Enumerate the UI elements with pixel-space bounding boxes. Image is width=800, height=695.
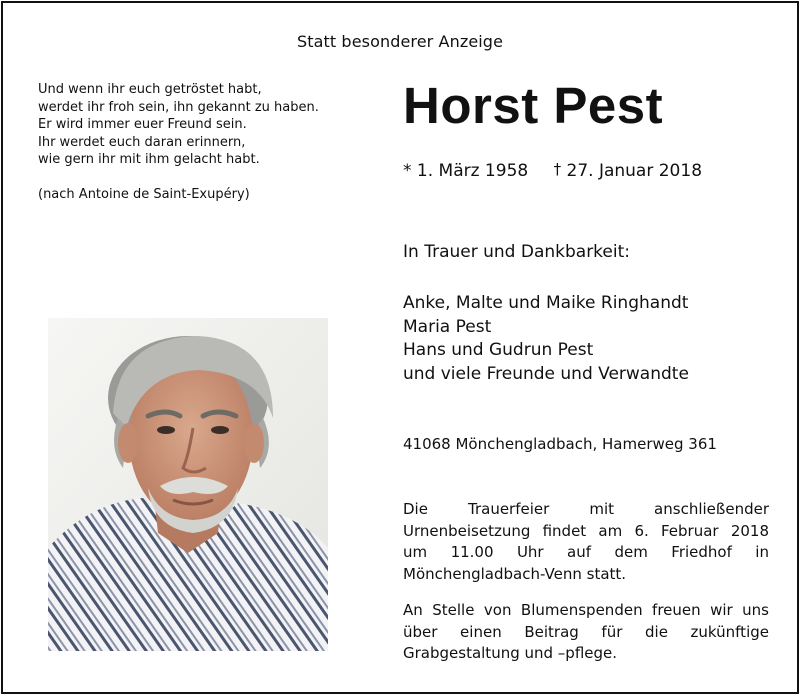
service-info bbox=[403, 499, 769, 585]
poem-source: (nach Antoine de Saint-Exupéry) bbox=[38, 187, 250, 202]
flowers-line: An Stelle von Blumenspenden freuen wir uns bbox=[403, 601, 769, 619]
mourning-line: In Trauer und Dankbarkeit: bbox=[403, 242, 630, 262]
poem-line: Er wird immer euer Freund sein. bbox=[38, 117, 247, 132]
birth-symbol: * bbox=[403, 161, 412, 181]
poem bbox=[38, 81, 368, 169]
poem-line: Ihr werdet euch daran erinnern, bbox=[38, 134, 246, 150]
family-member: Maria Pest bbox=[403, 316, 492, 337]
service-line: Urnenbeisetzung findet am 6. Februar 2018 bbox=[403, 521, 769, 540]
notice-header: Statt besonderer Anzeige bbox=[296, 32, 504, 51]
service-line: um 11.00 Uhr auf dem Friedhof in bbox=[403, 543, 769, 561]
portrait-illustration bbox=[48, 318, 328, 651]
life-dates bbox=[403, 160, 702, 181]
address: 41068 Mönchengladbach, Hamerweg 361 bbox=[403, 435, 717, 453]
family-member: und viele Freunde und Verwandte bbox=[403, 363, 689, 384]
birth-date: 1. März 1958 bbox=[416, 161, 529, 181]
poem-line: Und wenn ihr euch getröstet habt, bbox=[38, 82, 262, 97]
portrait-photo bbox=[48, 318, 328, 651]
family-member: Anke, Malte und Maike Ringhandt bbox=[403, 293, 689, 313]
service-line: Mönchengladbach-Venn statt. bbox=[403, 564, 627, 583]
deceased-name: Horst Pest bbox=[403, 77, 664, 134]
death-date: 27. Januar 2018 bbox=[566, 161, 703, 181]
family-member: Hans und Gudrun Pest bbox=[403, 340, 594, 360]
service-line: Die Trauerfeier mit anschließender bbox=[403, 500, 769, 518]
poem-line: wie gern ihr mit ihm gelacht habt. bbox=[38, 152, 260, 167]
poem-line: werdet ihr froh sein, ihn gekannt zu haben. bbox=[38, 99, 319, 115]
flowers-line: über einen Beitrag für die zukünftige bbox=[403, 622, 769, 641]
family-list bbox=[403, 292, 689, 386]
death-symbol: † bbox=[553, 160, 562, 178]
flowers-line: Grabgestaltung und –pflege. bbox=[403, 644, 618, 662]
flowers-note bbox=[403, 600, 769, 665]
